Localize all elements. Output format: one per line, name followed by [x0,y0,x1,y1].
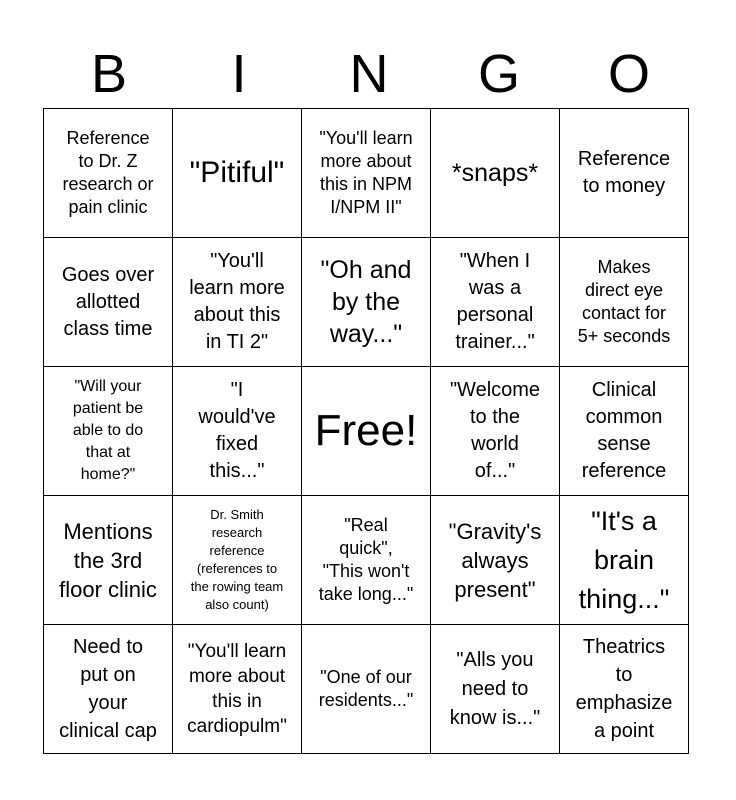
cell-text: "Pitiful" [189,156,285,189]
header-letter-i: I [231,44,247,104]
cell-text: "When I was a personal trainer..." [455,250,535,353]
bingo-cell-r1c3[interactable] [302,109,431,238]
bingo-cell-r5c5[interactable] [560,625,689,754]
cell-text: Mentions the 3rd floor clinic [59,518,157,602]
bingo-cell-r3c3[interactable] [302,367,431,496]
bingo-cell-r2c5[interactable] [560,238,689,367]
cell-text: "You'll learn more about this in cardiopulm" [187,641,287,737]
cell-text: "Gravity's always present" [448,518,542,602]
bingo-cell-r1c5[interactable] [560,109,689,238]
bingo-cell-r3c4[interactable] [431,367,560,496]
bingo-cell-r3c2[interactable] [173,367,302,496]
cell-text: Reference to money [577,148,671,197]
cell-text: Goes over allotted class time [61,263,155,340]
bingo-board [43,108,689,754]
cell-text: "Oh and by the way..." [320,256,412,348]
bingo-cell-r2c4[interactable] [431,238,560,367]
cell-text: Clinical common sense reference [581,379,667,482]
bingo-cell-r2c3[interactable] [302,238,431,367]
bingo-cell-r5c2[interactable] [173,625,302,754]
free-space: Free! [314,406,418,455]
bingo-cell-r5c1[interactable] [44,625,173,754]
bingo-cell-r4c3[interactable] [302,496,431,625]
bingo-cell-r2c1[interactable] [44,238,173,367]
header-letter-n: N [349,44,389,104]
header-letter-b: B [90,44,128,104]
bingo-cell-r1c1[interactable] [44,109,173,238]
cell-text: "Will your patient be able to do that at home?" [72,378,144,483]
bingo-cell-r4c4[interactable] [431,496,560,625]
bingo-cell-r4c2[interactable] [173,496,302,625]
bingo-cell-r1c4[interactable] [431,109,560,238]
cell-text: "It's a brain thing..." [578,505,670,614]
cell-text: "Real quick", "This won't take long..." [318,515,414,604]
cell-text: Theatrics to emphasize a point [575,636,673,742]
cell-text: "You'll learn more about this in NPM I/NPM II" [319,128,413,217]
bingo-cell-r4c1[interactable] [44,496,173,625]
bingo-cell-r3c5[interactable] [560,367,689,496]
cell-text: "One of our residents..." [318,667,414,710]
bingo-cell-r1c2[interactable] [173,109,302,238]
cell-text: "I would've fixed this..." [198,379,276,482]
header-letter-o: O [607,44,650,104]
cell-text: Need to put on your clinical cap [59,636,157,742]
header-letter-g: G [477,44,520,104]
bingo-cell-r5c4[interactable] [431,625,560,754]
bingo-cell-r5c3[interactable] [302,625,431,754]
cell-text: Dr. Smith research reference (references to the rowing team also count) [190,507,284,612]
cell-text: "Welcome to the world of..." [449,379,541,482]
bingo-cell-r3c1[interactable] [44,367,173,496]
cell-text: Reference to Dr. Z research or pain clinic [62,128,154,217]
cell-text: "Alls you need to know is..." [449,648,541,729]
cell-text: "You'll learn more about this in TI 2" [189,250,285,353]
cell-text: Makes direct eye contact for 5+ seconds [577,257,671,346]
bingo-cell-r4c5[interactable] [560,496,689,625]
cell-text: *snaps* [451,159,539,187]
bingo-cell-r2c2[interactable] [173,238,302,367]
bingo-header [44,40,694,108]
